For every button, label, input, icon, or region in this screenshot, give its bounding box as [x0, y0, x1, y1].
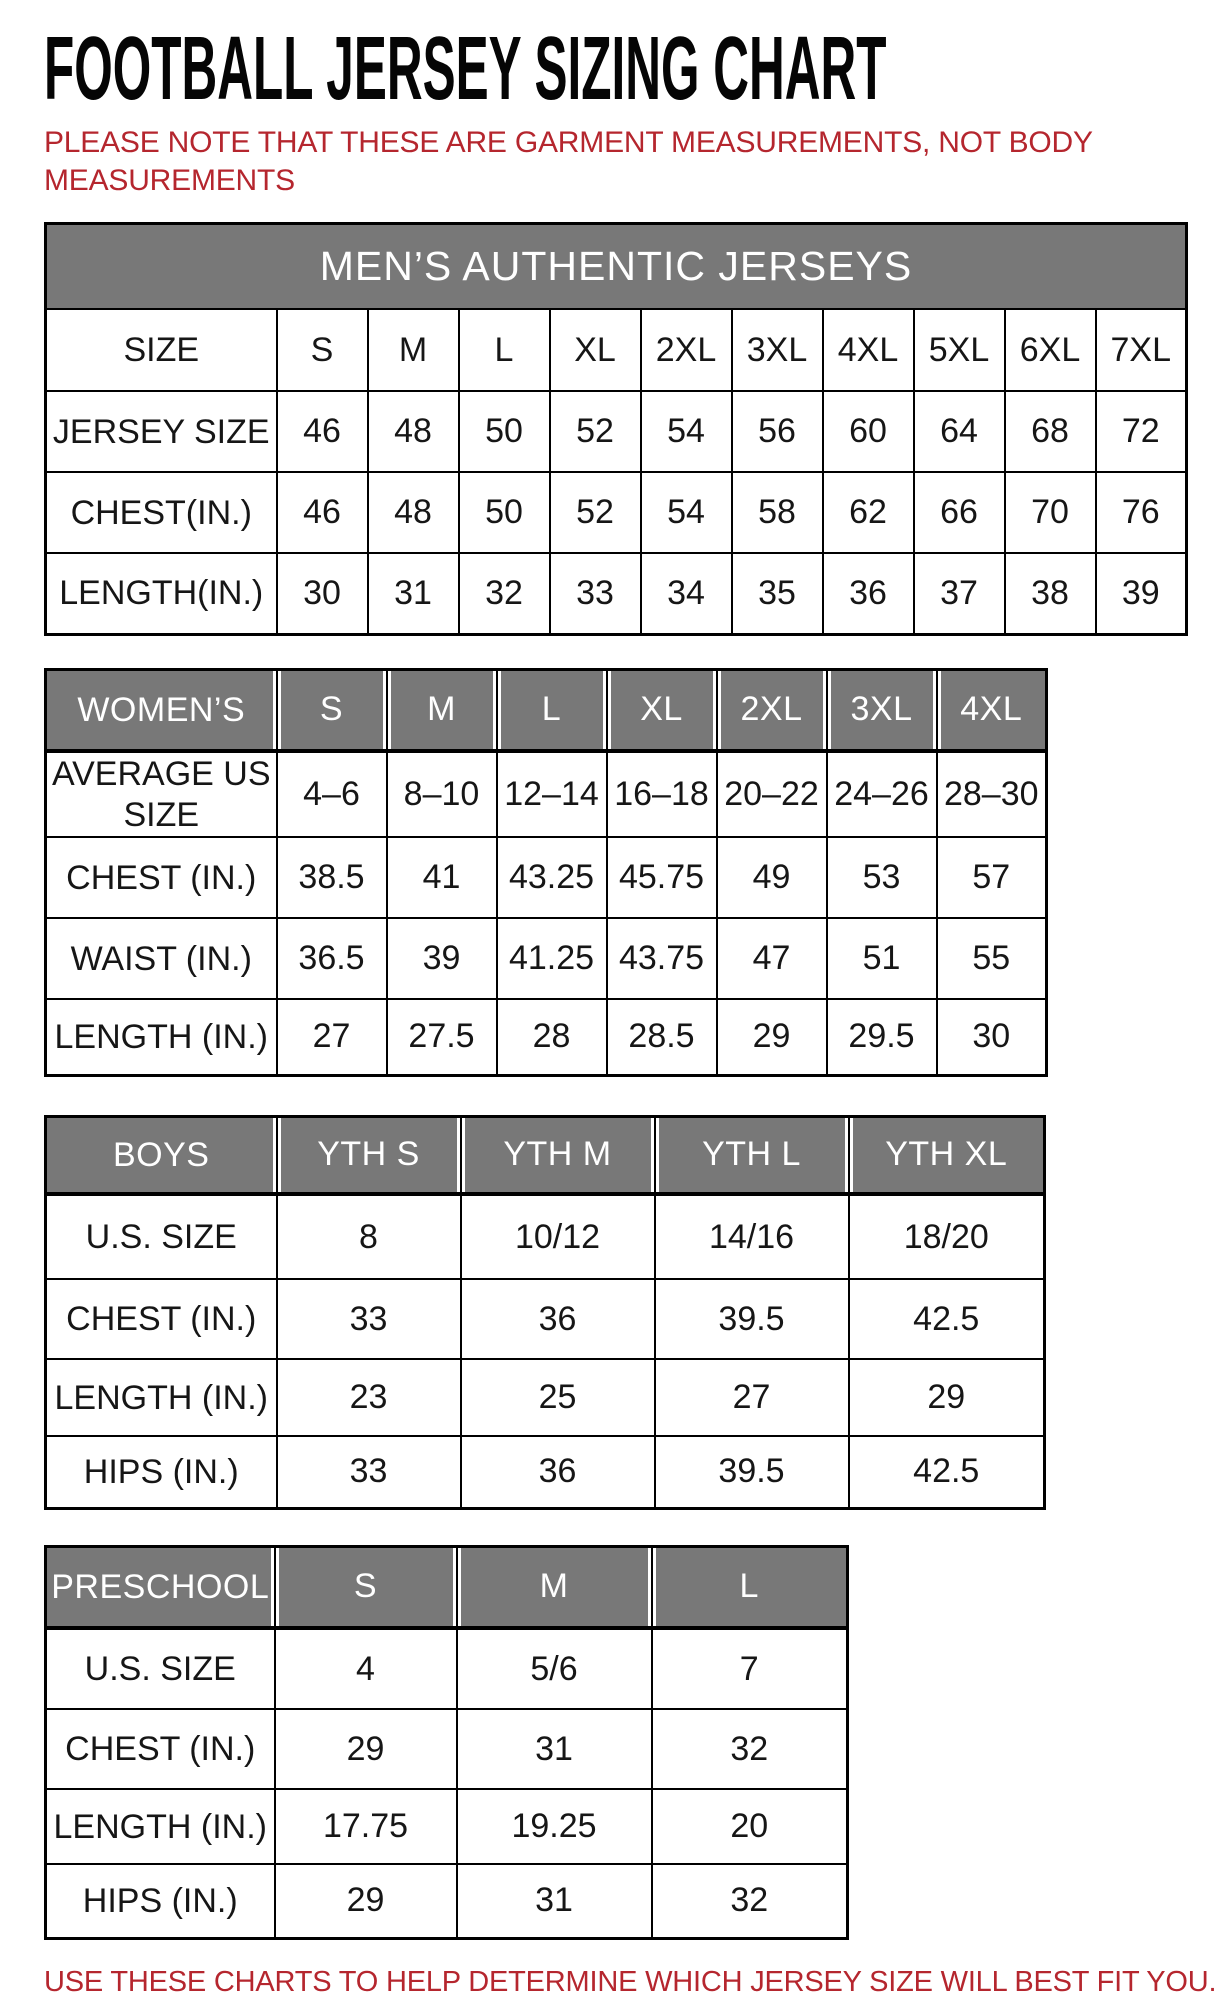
size-column-header: M [457, 1546, 652, 1628]
header-row-label: PRESCHOOL [46, 1546, 275, 1628]
size-column-header: 4XL [937, 669, 1047, 751]
measurement-value-cell: 8–10 [387, 751, 497, 837]
measurement-value-cell: 20 [652, 1789, 848, 1864]
size-column-header: M [368, 309, 459, 391]
measurement-value-cell: 47 [717, 918, 827, 999]
measurement-value-cell: 32 [652, 1709, 848, 1789]
measurement-value-cell: 36.5 [277, 918, 387, 999]
measurement-value-cell: 39.5 [655, 1279, 849, 1359]
measurement-value-cell: 5/6 [457, 1628, 652, 1709]
size-column-header: 3XL [732, 309, 823, 391]
size-column-header: 5XL [914, 309, 1005, 391]
measurement-value-cell: 46 [277, 391, 368, 472]
measurement-value-cell: 53 [827, 837, 937, 918]
size-column-header: XL [550, 309, 641, 391]
row-label: CHEST (IN.) [46, 1709, 275, 1789]
measurement-value-cell: 37 [914, 553, 1005, 634]
row-label: CHEST (IN.) [46, 837, 277, 918]
measurement-value-cell: 49 [717, 837, 827, 918]
size-column-header: 2XL [641, 309, 732, 391]
measurement-value-cell: 42.5 [849, 1279, 1045, 1359]
measurement-value-cell: 33 [277, 1279, 461, 1359]
measurement-value-cell: 66 [914, 472, 1005, 553]
measurement-value-cell: 43.75 [607, 918, 717, 999]
measurement-value-cell: 41.25 [497, 918, 607, 999]
measurement-value-cell: 29 [717, 999, 827, 1075]
measurement-value-cell: 70 [1005, 472, 1096, 553]
header-row-label: SIZE [46, 309, 277, 391]
measurement-value-cell: 28–30 [937, 751, 1047, 837]
measurement-value-cell: 31 [457, 1864, 652, 1938]
measurement-value-cell: 14/16 [655, 1194, 849, 1279]
measurement-value-cell: 76 [1096, 472, 1187, 553]
measurement-value-cell: 7 [652, 1628, 848, 1709]
size-column-header: L [497, 669, 607, 751]
measurement-value-cell: 43.25 [497, 837, 607, 918]
row-label: U.S. SIZE [46, 1628, 275, 1709]
measurement-value-cell: 27.5 [387, 999, 497, 1075]
row-label: CHEST(IN.) [46, 472, 277, 553]
measurement-value-cell: 8 [277, 1194, 461, 1279]
measurement-value-cell: 24–26 [827, 751, 937, 837]
size-column-header: L [459, 309, 550, 391]
measurement-value-cell: 30 [937, 999, 1047, 1075]
measurement-value-cell: 41 [387, 837, 497, 918]
size-column-header: L [652, 1546, 848, 1628]
measurement-value-cell: 34 [641, 553, 732, 634]
measurement-value-cell: 72 [1096, 391, 1187, 472]
measurement-value-cell: 39 [387, 918, 497, 999]
row-label: JERSEY SIZE [46, 391, 277, 472]
measurement-value-cell: 29.5 [827, 999, 937, 1075]
size-column-header: YTH M [461, 1116, 655, 1194]
measurement-value-cell: 18/20 [849, 1194, 1045, 1279]
measurement-value-cell: 27 [277, 999, 387, 1075]
measurement-value-cell: 46 [277, 472, 368, 553]
size-column-header: M [387, 669, 497, 751]
row-label: AVERAGE US SIZE [46, 751, 277, 837]
measurement-value-cell: 35 [732, 553, 823, 634]
measurement-value-cell: 4 [275, 1628, 457, 1709]
measurement-value-cell: 10/12 [461, 1194, 655, 1279]
row-label: LENGTH(IN.) [46, 553, 277, 634]
garment-measurement-note: PLEASE NOTE THAT THESE ARE GARMENT MEASUREMENTS, NOT BODY MEASUREMENTS [44, 126, 1093, 197]
size-column-header: 4XL [823, 309, 914, 391]
size-column-header: S [277, 669, 387, 751]
measurement-value-cell: 33 [550, 553, 641, 634]
measurement-value-cell: 64 [914, 391, 1005, 472]
size-column-header: S [275, 1546, 457, 1628]
row-label: LENGTH (IN.) [46, 999, 277, 1075]
measurement-value-cell: 36 [823, 553, 914, 634]
measurement-value-cell: 17.75 [275, 1789, 457, 1864]
measurement-value-cell: 16–18 [607, 751, 717, 837]
size-column-header: 2XL [717, 669, 827, 751]
size-column-header: YTH L [655, 1116, 849, 1194]
womens-sizing-table [44, 668, 1048, 1077]
measurement-value-cell: 28 [497, 999, 607, 1075]
measurement-value-cell: 45.75 [607, 837, 717, 918]
footer-note: USE THESE CHARTS TO HELP DETERMINE WHICH JERSEY SIZE WILL BEST FIT YOU. [44, 1965, 1217, 1998]
row-label: LENGTH (IN.) [46, 1359, 277, 1436]
measurement-value-cell: 32 [652, 1864, 848, 1938]
boys-sizing-table [44, 1115, 1046, 1510]
size-column-header: XL [607, 669, 717, 751]
measurement-value-cell: 60 [823, 391, 914, 472]
header-row-label: WOMEN’S [46, 669, 277, 751]
size-column-header: 7XL [1096, 309, 1187, 391]
size-column-header: YTH S [277, 1116, 461, 1194]
measurement-value-cell: 27 [655, 1359, 849, 1436]
measurement-value-cell: 50 [459, 472, 550, 553]
measurement-value-cell: 33 [277, 1436, 461, 1508]
measurement-value-cell: 48 [368, 472, 459, 553]
row-label: HIPS (IN.) [46, 1864, 275, 1938]
measurement-value-cell: 48 [368, 391, 459, 472]
measurement-value-cell: 58 [732, 472, 823, 553]
measurement-value-cell: 62 [823, 472, 914, 553]
measurement-value-cell: 36 [461, 1436, 655, 1508]
row-label: HIPS (IN.) [46, 1436, 277, 1508]
row-label: U.S. SIZE [46, 1194, 277, 1279]
measurement-value-cell: 29 [275, 1709, 457, 1789]
measurement-value-cell: 54 [641, 472, 732, 553]
measurement-value-cell: 30 [277, 553, 368, 634]
measurement-value-cell: 52 [550, 391, 641, 472]
row-label: LENGTH (IN.) [46, 1789, 275, 1864]
measurement-value-cell: 56 [732, 391, 823, 472]
measurement-value-cell: 28.5 [607, 999, 717, 1075]
measurement-value-cell: 68 [1005, 391, 1096, 472]
measurement-value-cell: 36 [461, 1279, 655, 1359]
measurement-value-cell: 52 [550, 472, 641, 553]
measurement-value-cell: 38.5 [277, 837, 387, 918]
measurement-value-cell: 29 [849, 1359, 1045, 1436]
size-column-header: YTH XL [849, 1116, 1045, 1194]
page-title: FOOTBALL JERSEY SIZING CHART [44, 19, 887, 119]
row-label: CHEST (IN.) [46, 1279, 277, 1359]
measurement-value-cell: 38 [1005, 553, 1096, 634]
measurement-value-cell: 39.5 [655, 1436, 849, 1508]
measurement-value-cell: 42.5 [849, 1436, 1045, 1508]
preschool-sizing-table [44, 1545, 849, 1940]
measurement-value-cell: 32 [459, 553, 550, 634]
row-label: WAIST (IN.) [46, 918, 277, 999]
table-banner-label: MEN’S AUTHENTIC JERSEYS [46, 223, 1187, 309]
measurement-value-cell: 20–22 [717, 751, 827, 837]
measurement-value-cell: 29 [275, 1864, 457, 1938]
measurement-value-cell: 31 [368, 553, 459, 634]
size-column-header: 3XL [827, 669, 937, 751]
header-row-label: BOYS [46, 1116, 277, 1194]
measurement-value-cell: 12–14 [497, 751, 607, 837]
size-column-header: S [277, 309, 368, 391]
measurement-value-cell: 55 [937, 918, 1047, 999]
measurement-value-cell: 54 [641, 391, 732, 472]
measurement-value-cell: 39 [1096, 553, 1187, 634]
measurement-value-cell: 4–6 [277, 751, 387, 837]
measurement-value-cell: 19.25 [457, 1789, 652, 1864]
measurement-value-cell: 51 [827, 918, 937, 999]
measurement-value-cell: 31 [457, 1709, 652, 1789]
measurement-value-cell: 25 [461, 1359, 655, 1436]
measurement-value-cell: 50 [459, 391, 550, 472]
measurement-value-cell: 57 [937, 837, 1047, 918]
measurement-value-cell: 23 [277, 1359, 461, 1436]
size-column-header: 6XL [1005, 309, 1096, 391]
mens-authentic-jerseys-table [44, 222, 1188, 636]
